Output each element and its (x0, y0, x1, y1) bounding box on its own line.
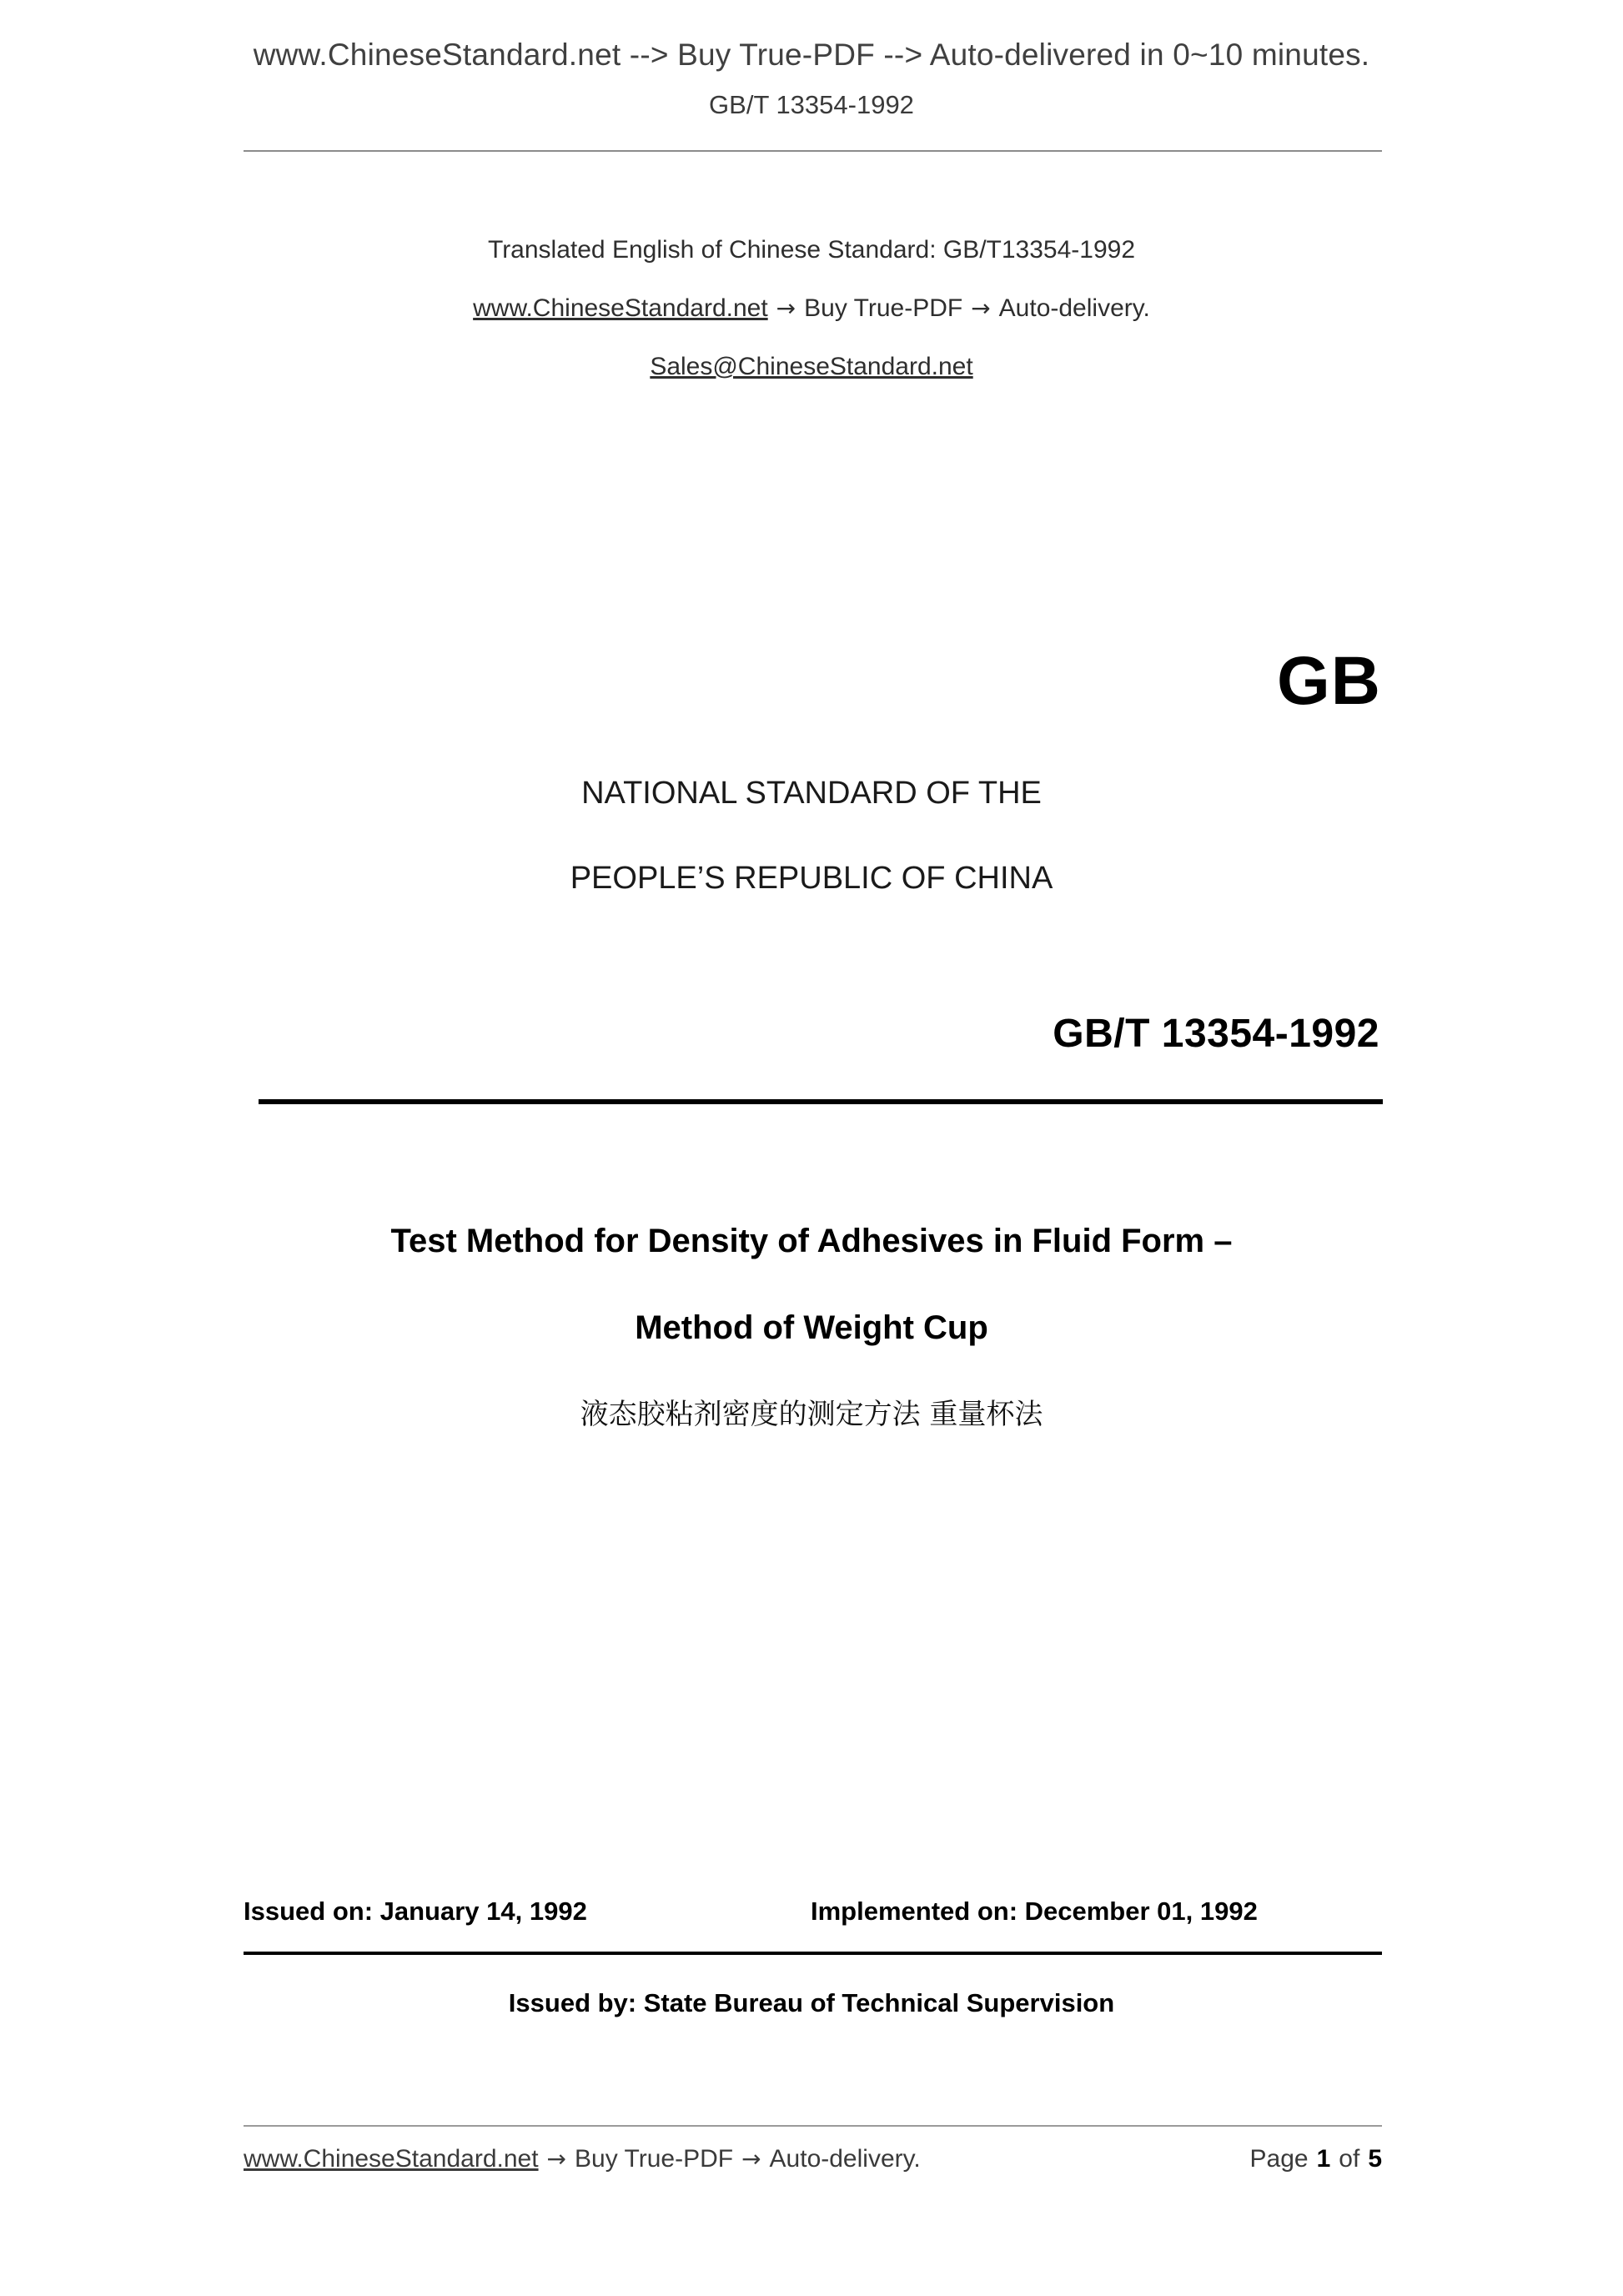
implemented-on-label: Implemented on: December 01, 1992 (811, 1897, 1258, 1926)
issued-by-label: Issued by: State Bureau of Technical Supervision (508, 1988, 1115, 2017)
site-link[interactable]: www.ChineseStandard.net (473, 294, 768, 322)
national-standard-line-1: NATIONAL STANDARD OF THE (581, 776, 1042, 811)
purchase-line (0, 279, 1623, 338)
header-standard-code: GB/T 13354-1992 (709, 90, 914, 119)
arrow-right-icon: → (776, 294, 796, 322)
delivery-label: Auto-delivery. (998, 294, 1150, 322)
title-english-line-2: Method of Weight Cup (635, 1309, 988, 1346)
footer-buy-label: Buy True-PDF (575, 2145, 734, 2173)
of-label: of (1339, 2145, 1360, 2173)
promo-banner: www.ChineseStandard.net --> Buy True-PDF --> Auto-delivered in 0~10 minutes. (253, 38, 1370, 72)
translation-note: Translated English of Chinese Standard: GB/T13354-1992 (487, 236, 1136, 264)
dates-divider (244, 1952, 1382, 1955)
buy-label: Buy True-PDF (804, 294, 963, 322)
sales-email-line (0, 338, 1623, 396)
footer-site-link[interactable]: www.ChineseStandard.net (244, 2145, 539, 2173)
page-number: 1 (1316, 2145, 1331, 2173)
footer-divider (244, 2125, 1382, 2127)
sales-email-link[interactable]: Sales@ChineseStandard.net (650, 353, 973, 380)
cover-divider (259, 1099, 1383, 1104)
title-english-line-1: Test Method for Density of Adhesives in Fluid Form – (390, 1223, 1233, 1259)
title-chinese: 液态胶粘剂密度的测定方法 重量杯法 (580, 1398, 1043, 1431)
issued-on-label: Issued on: January 14, 1992 (244, 1897, 587, 1926)
gb-logo-mark: GB (1277, 643, 1381, 719)
cover-standard-code: GB/T 13354-1992 (1053, 1012, 1379, 1056)
footer-delivery-label: Auto-delivery. (769, 2145, 921, 2173)
national-standard-line-2: PEOPLE’S REPUBLIC OF CHINA (570, 861, 1053, 896)
page-total: 5 (1368, 2145, 1382, 2173)
arrow-right-icon-2: → (971, 294, 991, 322)
page-label: Page (1249, 2145, 1309, 2173)
header-divider (244, 150, 1382, 152)
page-indicator (1250, 2145, 1382, 2173)
footer-arrow-right-icon-2: → (741, 2145, 761, 2173)
footer-links (244, 2145, 921, 2173)
subheader-block (0, 221, 1623, 396)
footer-arrow-right-icon: → (546, 2145, 567, 2173)
